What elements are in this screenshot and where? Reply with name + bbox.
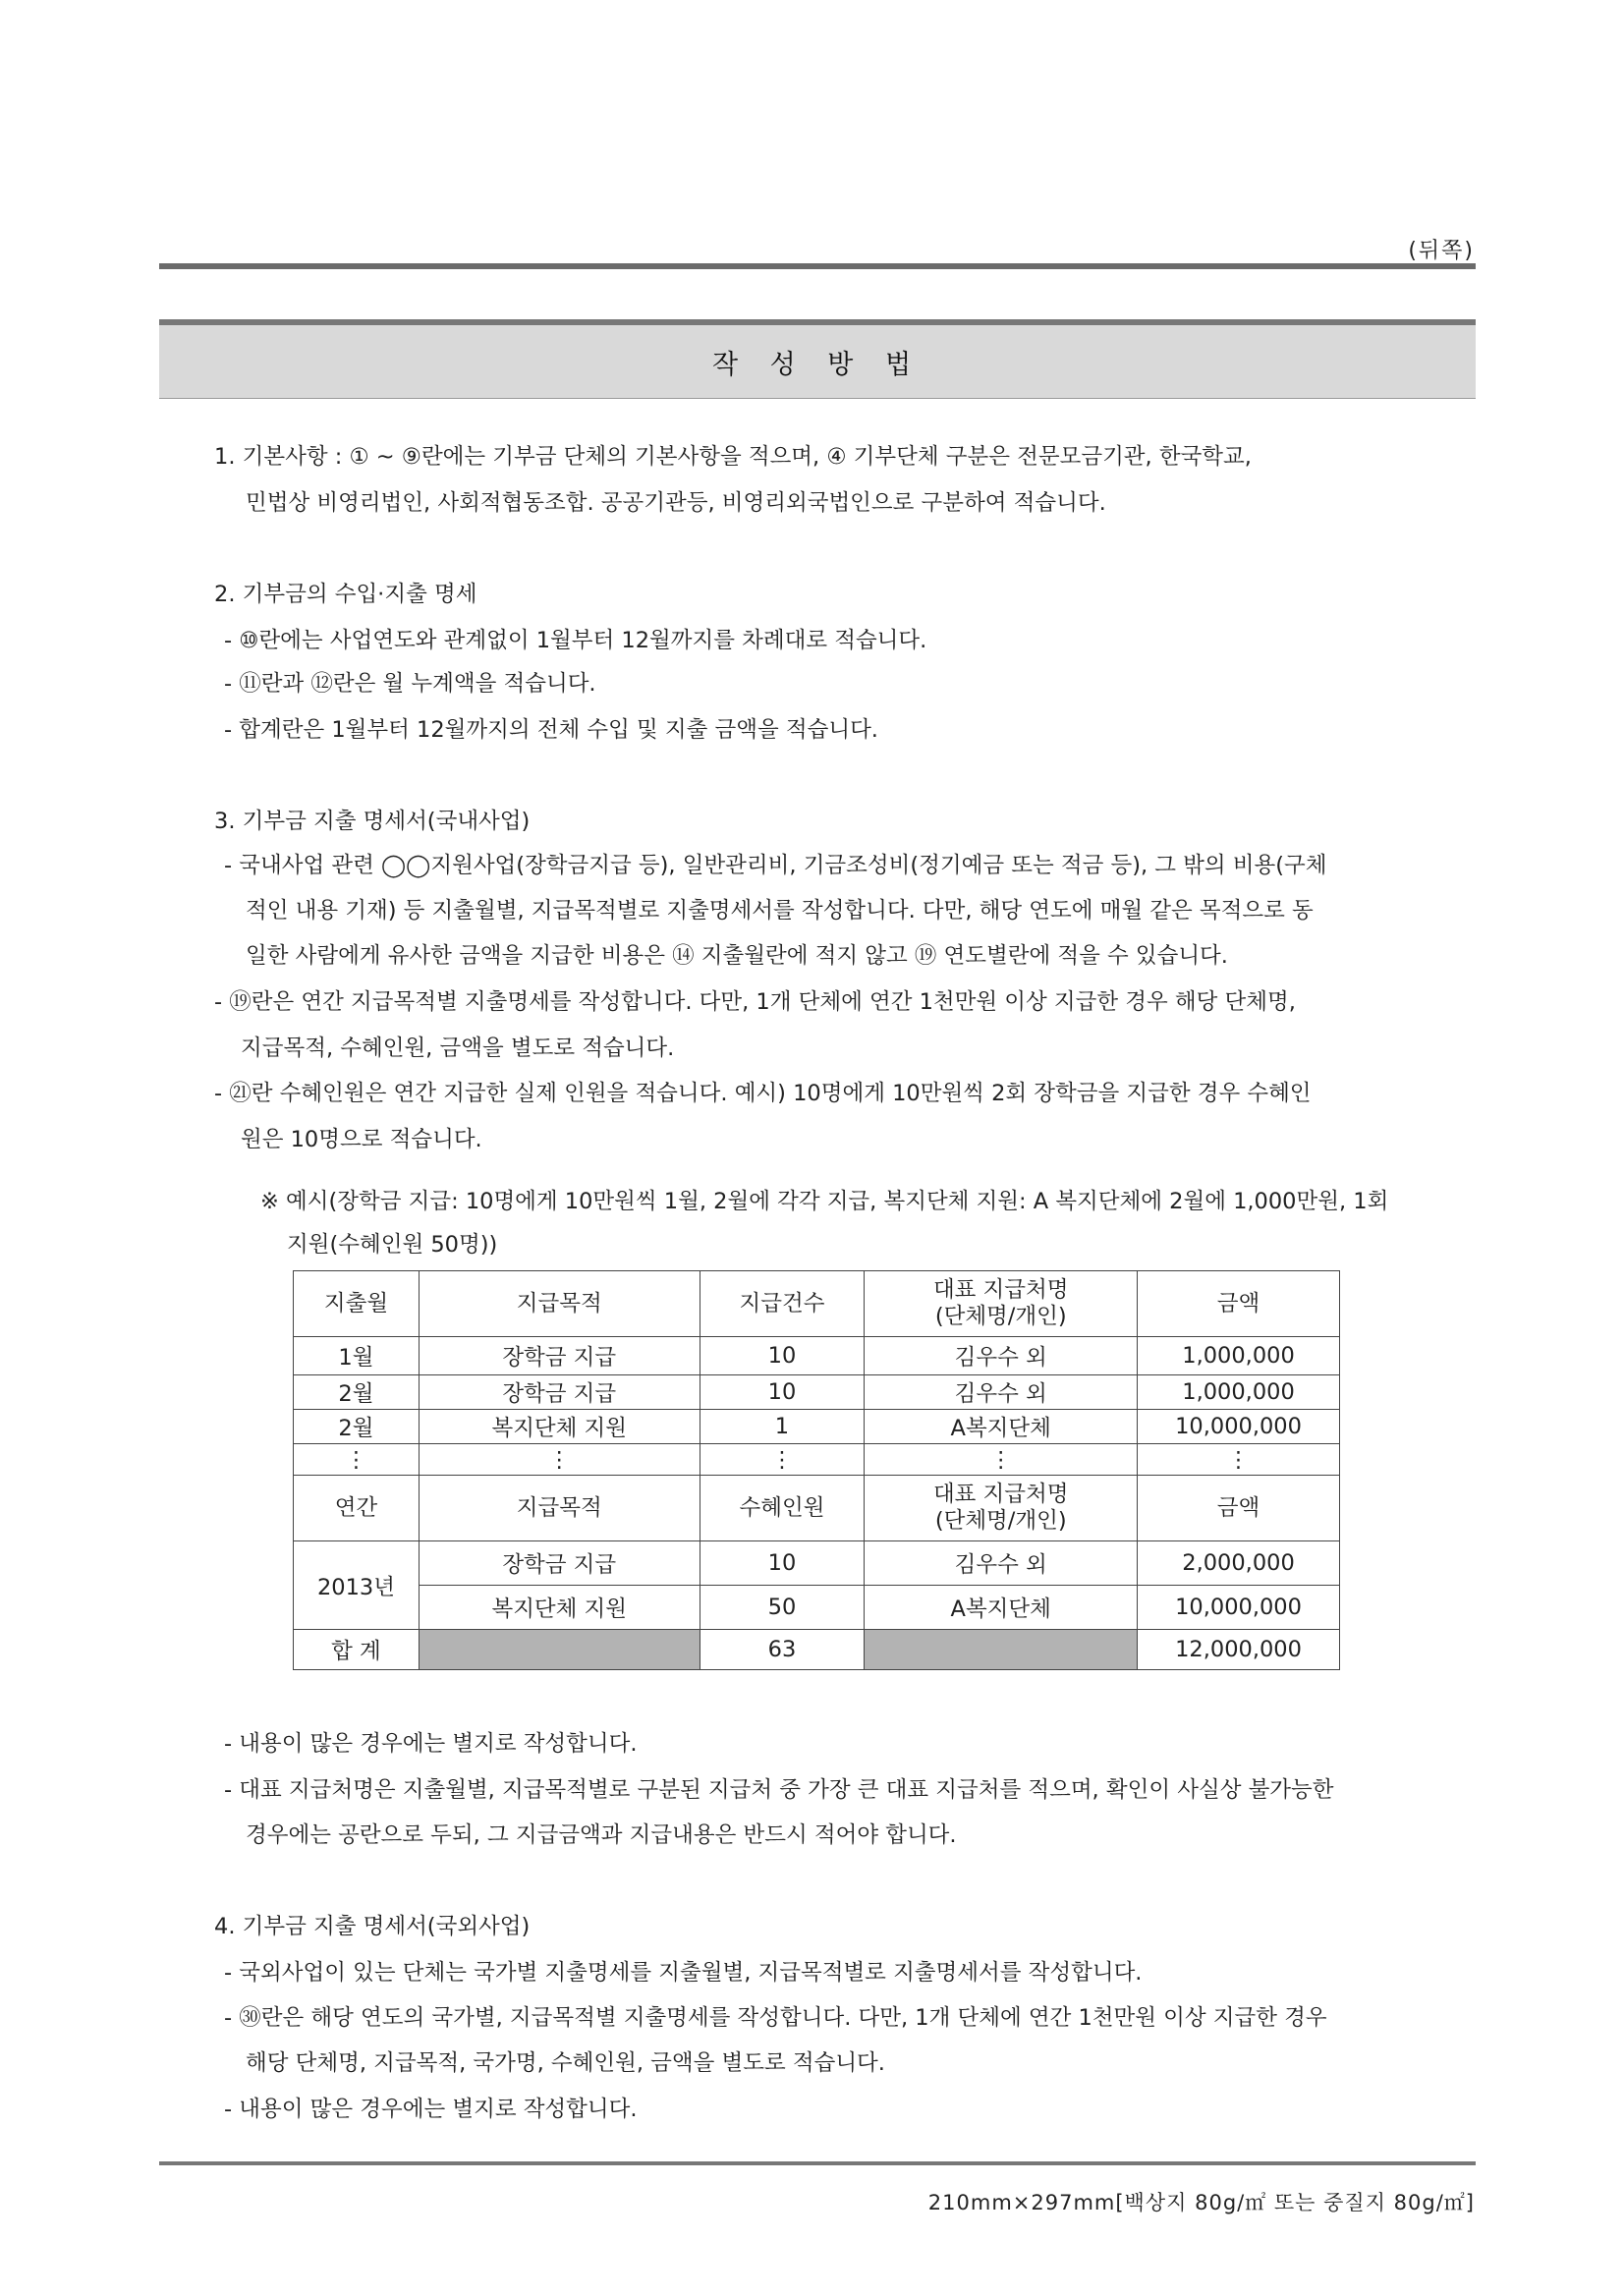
s1-line-1: 1. 기본사항 : ① ~ ⑨란에는 기부금 단체의 기본사항을 적으며, ④ 기부단체 구분은 전문모금기관, 한국학교, (214, 444, 1252, 470)
table-header-cell: 지급목적 (419, 1476, 700, 1541)
table-cell: 장학금 지급 (419, 1337, 700, 1375)
s3-example-note-line-2: 지원(수혜인원 50명)) (287, 1232, 498, 1258)
table-header-cell: 지출월 (294, 1271, 420, 1337)
ellipsis-cell: ⋮ (700, 1444, 865, 1476)
table-cell: 10 (700, 1375, 865, 1410)
shaded-cell (865, 1630, 1138, 1670)
page-side-label: (뒤쪽) (1408, 239, 1475, 263)
s3-bullet-2-line-1: - ⑲란은 연간 지급목적별 지출명세를 작성합니다. 다만, 1개 단체에 연간 1천만원 이상 지급한 경우 해당 단체명, (214, 989, 1296, 1015)
table-ellipsis-row (294, 1444, 1340, 1476)
s3-bullet-1-line-2: 적인 내용 기재) 등 지출월별, 지급목적별로 지출명세서를 작성합니다. 다만, 해당 연도에 매월 같은 목적으로 동 (246, 898, 1314, 924)
s1-line-2: 민법상 비영리법인, 사회적협동조합. 공공기관등, 비영리외국법인으로 구분하여 적습니다. (246, 490, 1106, 516)
table-cell: 장학금 지급 (419, 1541, 700, 1586)
table-cell: 10,000,000 (1138, 1410, 1340, 1444)
table-cell: 복지단체 지원 (419, 1410, 700, 1444)
top-rule (159, 263, 1476, 269)
s4-bullet-3: - 내용이 많은 경우에는 별지로 작성합니다. (224, 2097, 638, 2122)
table-cell: 김우수 외 (865, 1337, 1138, 1375)
example-table (293, 1270, 1340, 1670)
table-cell: 10,000,000 (1138, 1586, 1340, 1630)
ellipsis-cell: ⋮ (419, 1444, 700, 1476)
table-cell: 2,000,000 (1138, 1541, 1340, 1586)
table-header-cell: 지급건수 (700, 1271, 865, 1337)
table-cell: 김우수 외 (865, 1375, 1138, 1410)
s3-after-2-line-1: - 대표 지급처명은 지출월별, 지급목적별로 구분된 지급처 중 가장 큰 대표 지급처를 적으며, 확인이 사실상 불가능한 (224, 1777, 1334, 1803)
table-cell: 2월 (294, 1375, 420, 1410)
table-header-cell: 금액 (1138, 1271, 1340, 1337)
s4-bullet-2-line-1: - ㉚란은 해당 연도의 국가별, 지급목적별 지출명세를 작성합니다. 다만, 1개 단체에 연간 1천만원 이상 지급한 경우 (224, 2005, 1327, 2031)
table-header-cell: 수혜인원 (700, 1476, 865, 1541)
s3-after-1: - 내용이 많은 경우에는 별지로 작성합니다. (224, 1731, 638, 1757)
table-total-row (294, 1630, 1340, 1670)
s2-heading: 2. 기부금의 수입·지출 명세 (214, 582, 477, 607)
table-row (294, 1337, 1340, 1375)
shaded-cell (419, 1630, 700, 1670)
header-line: (단체명/개인) (934, 1508, 1067, 1534)
table-header-cell: 지급목적 (419, 1271, 700, 1337)
table-row (294, 1375, 1340, 1410)
s4-heading: 4. 기부금 지출 명세서(국외사업) (214, 1914, 531, 1939)
s3-bullet-1-line-3: 일한 사람에게 유사한 금액을 지급한 비용은 ⑭ 지출월란에 적지 않고 ⑲ 연도별란에 적을 수 있습니다. (246, 943, 1228, 969)
s2-bullet-1: - ⑩란에는 사업연도와 관계없이 1월부터 12월까지를 차례대로 적습니다. (224, 628, 927, 653)
total-amount: 12,000,000 (1138, 1630, 1340, 1670)
header-line: 대표 지급처명 (932, 1277, 1069, 1303)
table-cell: 2월 (294, 1410, 420, 1444)
ellipsis-cell: ⋮ (294, 1444, 420, 1476)
s2-bullet-3: - 합계란은 1월부터 12월까지의 전체 수입 및 지출 금액을 적습니다. (224, 717, 878, 743)
header-line: 대표 지급처명 (932, 1482, 1069, 1507)
s2-bullet-2: - ⑪란과 ⑫란은 월 누계액을 적습니다. (224, 671, 596, 697)
total-label: 합 계 (294, 1630, 420, 1670)
table-header-cell: 연간 (294, 1476, 420, 1541)
table-cell: 복지단체 지원 (419, 1586, 700, 1630)
bottom-rule (159, 2161, 1476, 2165)
table-cell: 1월 (294, 1337, 420, 1375)
table-cell: 10 (700, 1337, 865, 1375)
table-row (294, 1586, 1340, 1630)
year-cell: 2013년 (294, 1541, 420, 1630)
s3-heading: 3. 기부금 지출 명세서(국내사업) (214, 809, 531, 834)
page-title: 작 성 방 법 (711, 349, 924, 380)
s3-after-2-line-2: 경우에는 공란으로 두되, 그 지급금액과 지급내용은 반드시 적어야 합니다. (246, 1822, 957, 1848)
table-header-cell (865, 1271, 1138, 1337)
s3-bullet-2-line-2: 지급목적, 수혜인원, 금액을 별도로 적습니다. (241, 1036, 675, 1061)
table-header-cell (865, 1476, 1138, 1541)
section-title-bar (159, 319, 1476, 399)
table-cell: 50 (700, 1586, 865, 1630)
table-annual-header-row (294, 1476, 1340, 1541)
table-cell: 1 (700, 1410, 865, 1444)
ellipsis-cell: ⋮ (1138, 1444, 1340, 1476)
table-header-cell: 금액 (1138, 1476, 1340, 1541)
table-cell: 1,000,000 (1138, 1337, 1340, 1375)
total-count: 63 (700, 1630, 865, 1670)
table-cell: A복지단체 (865, 1586, 1138, 1630)
s3-bullet-3-line-2: 원은 10명으로 적습니다. (241, 1127, 482, 1152)
s3-bullet-1-line-1: - 국내사업 관련 ◯◯지원사업(장학금지급 등), 일반관리비, 기금조성비(정기예금 또는 적금 등), 그 밖의 비용(구체 (224, 853, 1327, 878)
s4-bullet-2-line-2: 해당 단체명, 지급목적, 국가명, 수혜인원, 금액을 별도로 적습니다. (246, 2050, 885, 2076)
s3-bullet-3-line-1: - ㉑란 수혜인원은 연간 지급한 실제 인원을 적습니다. 예시) 10명에게 10만원씩 2회 장학금을 지급한 경우 수혜인 (214, 1081, 1312, 1106)
header-line: (단체명/개인) (934, 1304, 1067, 1329)
table-cell: 김우수 외 (865, 1541, 1138, 1586)
table-cell: 1,000,000 (1138, 1375, 1340, 1410)
s3-example-note-line-1: ※ 예시(장학금 지급: 10명에게 10만원씩 1월, 2월에 각각 지급, 복지단체 지원: A 복지단체에 2월에 1,000만원, 1회 (260, 1189, 1389, 1214)
ellipsis-cell: ⋮ (865, 1444, 1138, 1476)
table-cell: 10 (700, 1541, 865, 1586)
table-row (294, 1410, 1340, 1444)
table-row (294, 1541, 1340, 1586)
s4-bullet-1: - 국외사업이 있는 단체는 국가별 지출명세를 지출월별, 지급목적별로 지출명세서를 작성합니다. (224, 1960, 1143, 1986)
table-cell: A복지단체 (865, 1410, 1138, 1444)
table-header-row (294, 1271, 1340, 1337)
paper-spec-footer: 210mm×297mm[백상지 80g/㎡ 또는 중질지 80g/㎡] (927, 2191, 1475, 2214)
table-cell: 장학금 지급 (419, 1375, 700, 1410)
